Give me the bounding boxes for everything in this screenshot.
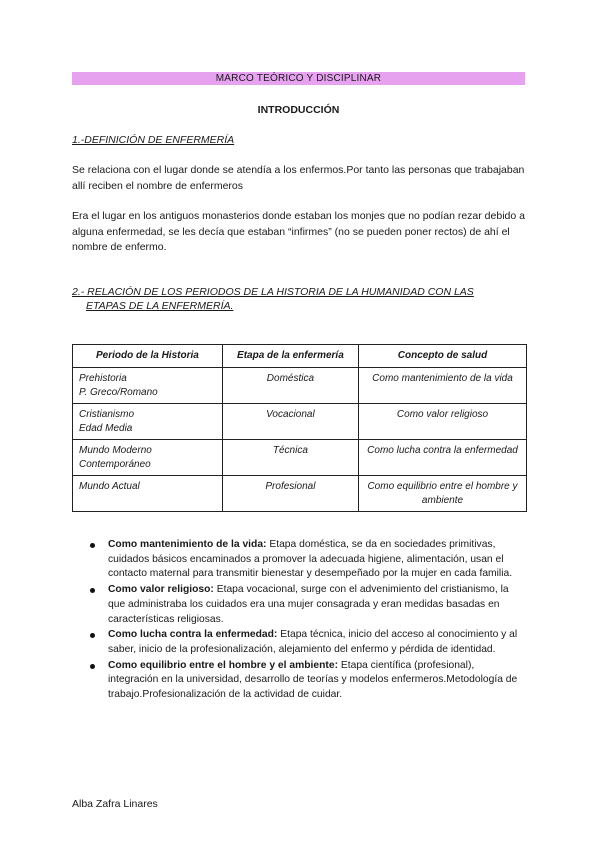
table-cell-periodo <box>73 404 223 440</box>
periodo-line1: Cristianismo <box>79 409 135 420</box>
section1-paragraph-1: Se relaciona con el lugar donde se atendía a los enfermos.Por tanto las personas que trabajaban allí reciben el nombre de enfermeros <box>72 164 525 192</box>
periodo-line1: Mundo Actual <box>79 481 140 492</box>
periodo-line2: P. Greco/Romano <box>79 386 158 398</box>
table-cell-etapa: Vocacional <box>222 404 358 440</box>
table-header-row <box>73 345 527 368</box>
table-header-concepto: Concepto de salud <box>359 345 527 368</box>
bullet-term: Como valor religioso: <box>108 584 214 596</box>
periodo-line2: Contemporáneo <box>79 458 151 470</box>
table-cell-etapa: Doméstica <box>222 368 358 404</box>
table-cell-concepto: Como valor religioso <box>359 404 527 440</box>
table-row <box>73 404 527 440</box>
list-item <box>90 659 527 703</box>
table-cell-concepto: Como lucha contra la enfermedad <box>359 440 527 476</box>
bullet-dot-icon <box>90 543 95 548</box>
intro-heading: INTRODUCCIÓN <box>257 104 340 116</box>
table-cell-periodo <box>73 440 223 476</box>
bullet-description: Etapa doméstica, se da en sociedades primitivas, cuidados básicos encaminados a promover la adecuada higiene, alimentación, usan el contacto maternal para transmitir bienestar y desempeñado por la mujer en cada familia. <box>108 539 513 580</box>
list-item <box>90 583 527 627</box>
periodo-line2: Edad Media <box>79 422 133 434</box>
bullet-description: Etapa técnica, inicio del acceso al conocimiento y al saber, inicio de la profesionalización, alejamiento del enfermo y pérdida de identidad. <box>108 629 518 655</box>
table-row <box>73 368 527 404</box>
table-cell-periodo <box>73 368 223 404</box>
concept-bullet-list <box>90 538 527 704</box>
bullet-description: Etapa científica (profesional), integración en la universidad, desarrollo de teorías y modelos enfermeros.Metodología de trabajo.Profesionalización de la actividad de cuidar. <box>108 659 518 701</box>
table-cell-etapa: Profesional <box>222 476 358 512</box>
bullet-term: Como mantenimiento de la vida: <box>108 539 267 550</box>
table-row <box>73 476 527 512</box>
section2-title-line1: 2.- RELACIÓN DE LOS PERIODOS DE LA HISTORIA DE LA HUMANIDAD CON LAS <box>72 286 474 298</box>
bullet-description: Etapa vocacional, surge con el advenimiento del cristianismo, la que administraba los cuidados era una mujer consagrada y eran medidas basadas en características religiosas. <box>108 584 509 625</box>
history-table <box>72 344 527 512</box>
section1-paragraph-2: Era el lugar en los antiguos monasterios donde estaban los monjes que no podían rezar debido a alguna enfermedad, se les decía que estaban “infirmes” (no se pueden poner rectos) de ahí el nombre de enfermo. <box>72 210 525 253</box>
bullet-dot-icon <box>90 588 95 593</box>
section-banner: MARCO TEÓRICO Y DISCIPLINAR <box>72 72 525 85</box>
table-cell-etapa: Técnica <box>222 440 358 476</box>
table-row <box>73 440 527 476</box>
table-cell-periodo <box>73 476 223 512</box>
bullet-term: Como lucha contra la enfermedad: <box>108 629 278 641</box>
table-header-periodo: Periodo de la Historia <box>73 345 223 368</box>
bullet-dot-icon <box>90 633 95 638</box>
table-header-etapa: Etapa de la enfermería <box>222 345 358 368</box>
periodo-line1: Prehistoria <box>79 373 127 384</box>
periodo-line1: Mundo Moderno <box>79 445 152 456</box>
table-cell-concepto: Como mantenimiento de la vida <box>359 368 527 404</box>
bullet-term: Como equilibrio entre el hombre y el ambiente: <box>108 659 339 671</box>
footer-author: Alba Zafra Linares <box>72 798 158 810</box>
table-cell-concepto: Como equilibrio entre el hombre y ambiente <box>359 476 527 512</box>
list-item <box>90 628 527 657</box>
list-item <box>90 538 527 582</box>
bullet-dot-icon <box>90 664 95 669</box>
section2-title-line2: ETAPAS DE LA ENFERMERÍA. <box>86 300 234 312</box>
section1-title: 1.-DEFINICIÓN DE ENFERMERÍA <box>72 134 235 146</box>
